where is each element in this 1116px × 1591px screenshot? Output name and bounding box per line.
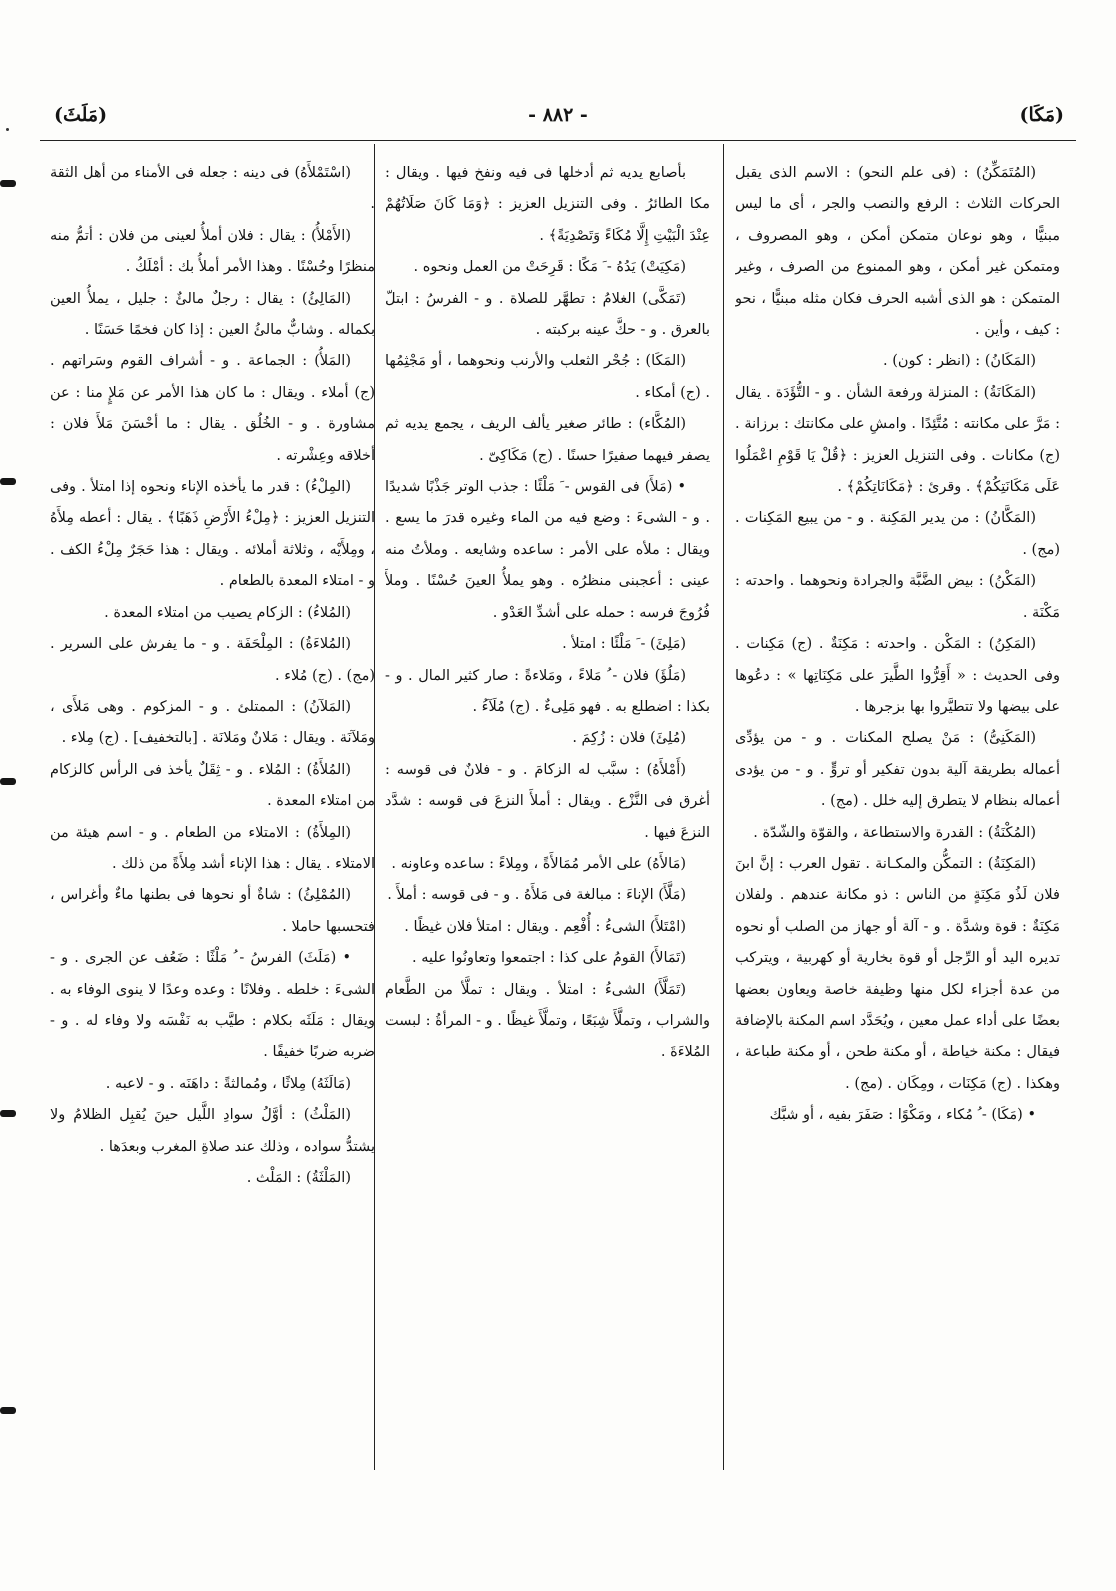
dictionary-entry: (امْتَلأَ) الشىءُ : أُفْعِم . ويقال : امتلأ فلان غيظًا .	[404, 918, 686, 935]
dictionary-entry: (المَكِنُ) : المَكْن . واحدته : مَكِنَةٌ . (ج) مَكِنات . وفى الحديث : « أَقِرُّوا الطَّيرَ على مَكِنَاتِها » : دعُوها على بيضها ولا تتطيَّروا بها بزجرها .	[735, 636, 1060, 715]
dictionary-entry: • (مَلَثَ) الفرسُ - ُ مَلْثًا : ضَعُف عن الجرى . و - الشىءَ : خلطه . وفلانًا : وعده وعدًا لا ينوى الوفاء به . ويقال : مَلَثَه بكلام : طيَّب به نَفْسَه ولا وفاء له . و - ضربه ضربًا خفيفًا .	[50, 950, 375, 1061]
header-rule	[40, 140, 1076, 141]
dictionary-entry: (المُمْلِئُ) : شاةٌ أو نحوها فى بطنها ماءٌ وأغراس ، فتحسبها حاملا .	[50, 887, 375, 935]
page-edge-mark	[0, 180, 16, 187]
dictionary-entry: (تَمَكَّى) الغلامُ : تطهَّر للصلاة . و - الفرسُ : ابتلّ بالعرق . و - حكَّ عينه بركبته .	[385, 290, 710, 339]
dictionary-entry: (المَلْثُ) : أوَّلُ سوادِ اللَّيل حينَ يُقبِل الظلامُ ولا يشتدُّ سواده ، وذلك عند صلاةِ المغرب وبعدَها .	[50, 1107, 375, 1155]
page-header	[40, 100, 1076, 144]
dictionary-entry: (المَلآنُ) : الممتلئ . و - المزكوم . وهى مَلأَى ، ومَلآنَة . ويقال : مَلانٌ ومَلانَة . [بالتخفيف] . (ج) مِلاء .	[50, 698, 375, 747]
page-number: - ٨٨٢ -	[528, 104, 588, 126]
page-edge-mark	[0, 1407, 16, 1414]
dictionary-entry: (المُتَمَكِّنُ) : (فى علم النحو) : الاسم الذى يقبل الحركات الثلاث : الرفع والنصب والجر ، أى ما ليس مبنيًّا ، وهو نوعان متمكن أمكن ، وهو المصروف ، ومتمكن غير أمكن ، وهو الممنوع من الصرف ، وغير المتمكن : هو الذى أشبه الحرف فكان مثله مبنيًّا ، نحو : كيف ، وأين .	[735, 165, 1060, 339]
dictionary-entry: (المَلأُ) : الجماعة . و - أشراف القوم وسَراتهم . (ج) أملاء . ويقال : ما كان هذا الأمر عن مَلإٍ منا : عن مشاورة . و - الخُلُق . يقال : ما أحْسَنَ مَلأَ فلان : أخلاقه وعِشْرته .	[50, 353, 375, 464]
dictionary-entry: (المُكَّاء) : طائر صغير يألف الريف ، يجمع يديه ثم يصفر فيهما صفيرًا حسنًا . (ج) مَكَاكِىّ .	[385, 416, 710, 464]
dictionary-entry: (تَمَالأَ) القومُ على كذا : اجتمعوا وتعاونُوا عليه .	[412, 950, 686, 967]
dictionary-page	[40, 100, 1076, 1550]
dictionary-entry: (المَكَا) : جُحْر الثعلب والأرنب ونحوهما ، أو مَجْثِمُها . (ج) أمكاء .	[385, 353, 710, 401]
dictionary-entry: (مَكِيَتْ) يَدُهُ - َ مَكًا : قَرِحَتْ من العمل ونحوه .	[413, 259, 686, 276]
dictionary-entry: (المَكَّانُ) : من يدير المَكِنة . و - من يبيع المَكِنات . (مج) .	[735, 510, 1060, 558]
right-running-head: (مَكَا)	[1019, 104, 1064, 126]
dictionary-entry: (الأَمْلأُ) : يقال : فلان أملأُ لعينى من فلان : أتمُّ منه منظرًا وحُسْنًا . وهذا الأمر أملأُ بك : أمْلَكُ .	[50, 227, 375, 276]
dictionary-entry: (المَكَانَةُ) : المنزلة ورفعة الشأن . و - التُّؤَدَة . يقال : مَرَّ على مكانته : مُتَّئِدًا . وامشِ على مكانتك : برزانة . (ج) مكانات . وفى التنزيل العزيز : ﴿قُلْ يَا قَوْمِ اعْمَلُوا عَلَى مَكَانَتِكُمْ﴾ . وقرئ : ﴿مَكَانَاتِكُمْ﴾ .	[735, 384, 1060, 496]
right-column	[735, 158, 1060, 1458]
dictionary-entry: (المُكْنَةُ) : القدرة والاستطاعة ، والقوّة والشّدّة .	[753, 824, 1036, 841]
dictionary-entry: (مَالأَهُ) على الأمر مُمَالأَةً ، ومِلاءً : ساعده وعاونه .	[391, 855, 686, 872]
dictionary-entry: (أَمْلأَهُ) : سبَّب له الزكامَ . و - فلانٌ فى قوسه : أغرق فى النَّزْع . ويقال : أملأَ النزعَ فى قوسه : شدَّد النزعَ فيها .	[385, 761, 710, 841]
dictionary-entry: (تَمَلَّأَ) الشىءُ : امتلأ . ويقال : تملَّأ من الطَّعام والشراب ، وتملَّأَ شِبَعًا ، وتملَّأَ غيظًا . و - المرأةُ : لبست المُلاءَةَ .	[385, 981, 710, 1061]
dictionary-entry: (مَلُؤَ) فلان - ُ مَلاءً ، ومَلاءةً : صار كثير المال . و - بكذا : اضطلع به . فهو مَلِىءٌ . (ج) مُلَآءُ .	[385, 667, 710, 715]
dictionary-entry: (المَكَانُ) : (انظر : كون) .	[883, 353, 1036, 370]
dictionary-entry: بأصابع يديه ثم أدخلها فى فيه ونفخ فيها . ويقال : مكا الطائرُ . وفى التنزيل العزيز : ﴿وَمَا كَانَ صَلَاتُهُمْ عِنْدَ الْبَيْتِ إِلَّا مُكَاءً وَتَصْدِيَةً﴾ .	[385, 165, 710, 244]
page-edge-mark	[0, 1110, 16, 1117]
dictionary-entry: (المُلأَةُ) : المُلاء . و - ثِقَلٌ يأخذ فى الرأس كالزكام من امتلاء المعدة .	[50, 761, 375, 810]
page-edge-mark	[0, 778, 16, 785]
dictionary-entry: (مَلِئَ) - َ مَلْئًا : امتلأ .	[562, 636, 686, 653]
dictionary-entry: (المِلأَةُ) : الامتلاء من الطعام . و - اسم هيئة من الامتلاء . يقال : هذا الإناء أشد مِلأَةً من ذلك .	[50, 824, 375, 872]
left-column	[50, 158, 375, 1458]
dictionary-entry: • (مَلأَ) فى القوس - َ مَلْئًا : جذب الوتر جَذْبًا شديدًا . و - الشىءَ : وضع فيه من الماء وغيره قدرَ ما يسع . ويقال : ملأه على الأمر : ساعده وشايعه . وملأتُ منه عينى : أعجبنى منظرُه . وهو يملأُ العينَ حُسْنًا . وملأَ فُرُوجَ فرسه : حمله على أشدِّ العَدْو .	[385, 479, 710, 621]
dictionary-entry: • (مَكَا) - ُ مُكاء ، ومَكْوًا : صَفَرَ بفيه ، أو شبَّك	[769, 1107, 1036, 1124]
dictionary-entry: (اسْتَمْلأَهُ) فى دينه : جعله فى الأمناء من أهل الثقة .	[50, 165, 375, 213]
dictionary-entry: (مَالَثَهُ) مِلاثًا ، ومُمالثةً : داهَنَه . و - لاعبه .	[105, 1075, 351, 1092]
dictionary-entry: (المَكْنُ) : بيض الضَّبَّة والجرادة ونحوهما . واحدته : مَكْنَة .	[735, 573, 1060, 621]
column-divider	[723, 144, 724, 1470]
scan-speck	[6, 128, 9, 131]
dictionary-entry: (المَكِنَةُ) : التمكُّن والمكـانة . تقول العرب : إنَّ ابنَ فلان لَذُو مَكِنَةٍ من الناس : ذو مكانة عندهم . ولفلان مَكِنَةٌ : قوة وشدَّة . و - آلة أو جهاز من الصلب أو نحوه تديره اليد أو الرِّجل أو قوة بخارية أو كهربية ، ويتركب من عدة أجزاء لكل منها وظيفة خاصة ويعاون بعضها بعضًا على أداء عمل معين ، ويُحَدَّد اسم المكنة بالإضافة فيقال : مكنة خياطة ، أو مكنة طحن ، أو مكنة طباعة ، وهكذا . (ج) مَكِنَات ، ومِكَان . (مج) .	[735, 855, 1060, 1092]
center-column	[385, 158, 710, 1458]
dictionary-entry: (المَكَنِىُّ) : مَنْ يصلح المكنات . و - من يؤدِّى أعماله بطريقة آلية بدون تفكير أو تروٍّ . و - من يؤدى أعماله بنظام لا يتطرق إليه خلل . (مج) .	[735, 730, 1060, 810]
page-edge-mark	[0, 478, 16, 485]
dictionary-entry: (مَلَّأَ) الإناءَ : مبالغة فى مَلأَهُ . و - فى قوسه : أملأَ .	[387, 887, 686, 904]
dictionary-entry: (المَلْثَةُ) : المَلْث .	[246, 1170, 351, 1186]
left-running-head: (مَلَثَ)	[54, 104, 108, 126]
dictionary-entry: (المِلْءُ) : قدر ما يأخذه الإناء ونحوه إذا امتلأ . وفى التنزيل العزيز : ﴿مِلْءُ الأَرْضِ ذَهَبًا﴾ . يقال : أعطه مِلأَهُ ، ومِلأَيْه ، وثلاثة أملائه . ويقال : هذا حَجَرٌ مِلْءُ الكف . و - امتلاء المعدة بالطعام .	[50, 479, 375, 590]
dictionary-entry: (مُلِئَ) فلان : زُكِمَ .	[572, 730, 686, 747]
dictionary-entry: (المُلاءَةُ) : المِلْحَفَة . و - ما يفرش على السرير . (مج) . (ج) مُلاء .	[50, 636, 375, 684]
dictionary-entry: (المُلاءُ) : الزكام يصيب من امتلاء المعدة .	[104, 604, 351, 621]
dictionary-entry: (المَالِئُ) : يقال : رجلٌ مالئٌ : جليل ، يملأُ العين بكماله . وشابٌّ مالئُ العين : إذا كان فخمًا حَسَنًا .	[50, 290, 375, 339]
